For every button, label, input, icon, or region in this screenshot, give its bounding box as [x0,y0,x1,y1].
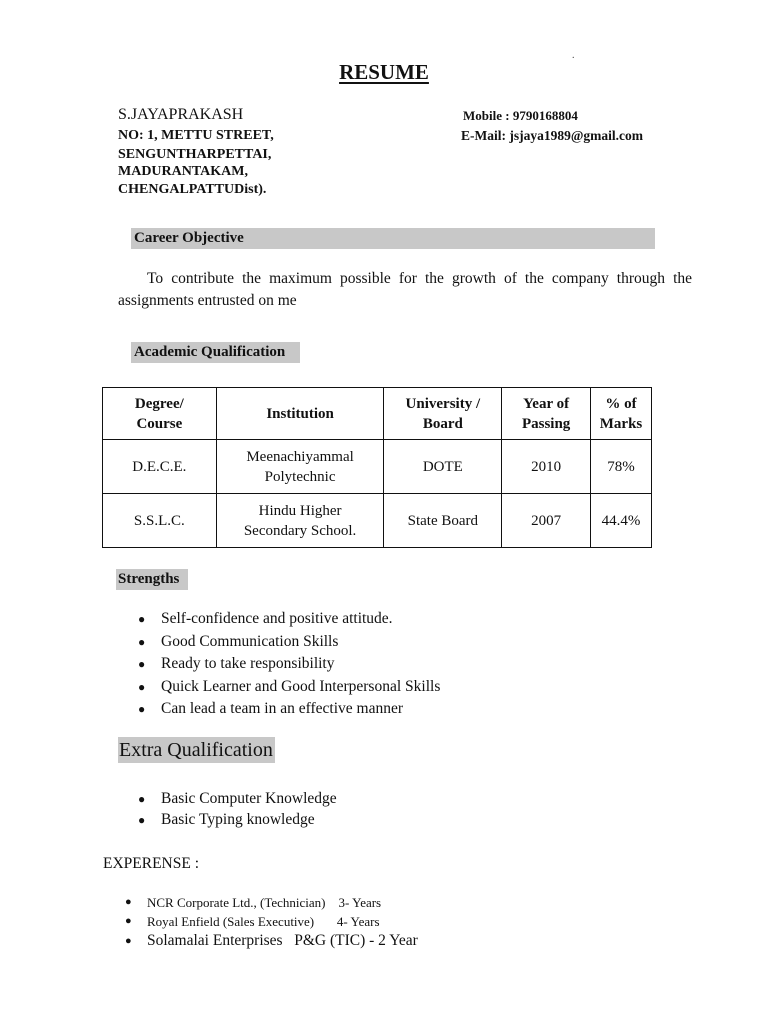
list-item: ● Ready to take responsibility [138,653,440,676]
cell-institution: Meenachiyammal Polytechnic [216,440,384,494]
list-item: ● Self-confidence and positive attitude. [138,608,440,631]
list-item: ● Quick Learner and Good Interpersonal Skills [138,676,440,699]
candidate-name: S.JAYAPRAKASH [118,106,244,123]
strengths-heading: Strengths [116,569,188,590]
header-marks: % of Marks [591,388,652,440]
extra-qualification-list [138,789,337,830]
extra-qualification-heading: Extra Qualification [119,739,273,761]
academic-qualification-heading: Academic Qualification [131,342,300,363]
experience-heading: EXPERENSE : [103,855,200,872]
table-row [103,494,652,548]
page-title: RESUME [339,60,429,84]
academic-table [102,387,652,548]
address-line-1: NO: 1, METTU STREET, [118,128,274,143]
list-item: ● NCR Corporate Ltd., (Technician) 3- Years [125,893,418,912]
address-line-4: CHENGALPATTUDist). [118,182,267,197]
list-item: ● Royal Enfield (Sales Executive) 4- Years [125,912,418,931]
email-address: E-Mail: jsjaya1989@gmail.com [461,128,644,143]
header-degree: Degree/ Course [103,388,217,440]
address-line-3: MADURANTAKAM, [118,164,248,179]
list-item: ● Good Communication Skills [138,631,440,654]
header-year: Year of Passing [502,388,591,440]
experience-list [125,893,418,951]
mobile-number: Mobile : 9790168804 [463,108,578,123]
cell-marks: 78% [591,440,652,494]
address-line-2: SENGUNTHARPETTAI, [118,147,272,162]
strengths-list [138,608,440,721]
cell-degree: D.E.C.E. [103,440,217,494]
list-item: ● Can lead a team in an effective manner [138,698,440,721]
cell-board: DOTE [384,440,502,494]
list-item: ● Basic Computer Knowledge [138,789,337,810]
cell-year: 2010 [502,440,591,494]
list-item: ● Solamalai Enterprises P&G (TIC) - 2 Year [125,931,418,951]
cell-degree: S.S.L.C. [103,494,217,548]
corner-mark: . [572,50,575,61]
list-item: ● Basic Typing knowledge [138,810,337,831]
cell-year: 2007 [502,494,591,548]
career-objective-text: To contribute the maximum possible for the growth of the company through the assignments entrusted on me [118,270,692,309]
header-institution: Institution [216,388,384,440]
header-university: University / Board [384,388,502,440]
table-row [103,440,652,494]
career-objective-heading: Career Objective [131,228,655,249]
cell-board: State Board [384,494,502,548]
cell-institution: Hindu Higher Secondary School. [216,494,384,548]
table-header-row [103,388,652,440]
cell-marks: 44.4% [591,494,652,548]
